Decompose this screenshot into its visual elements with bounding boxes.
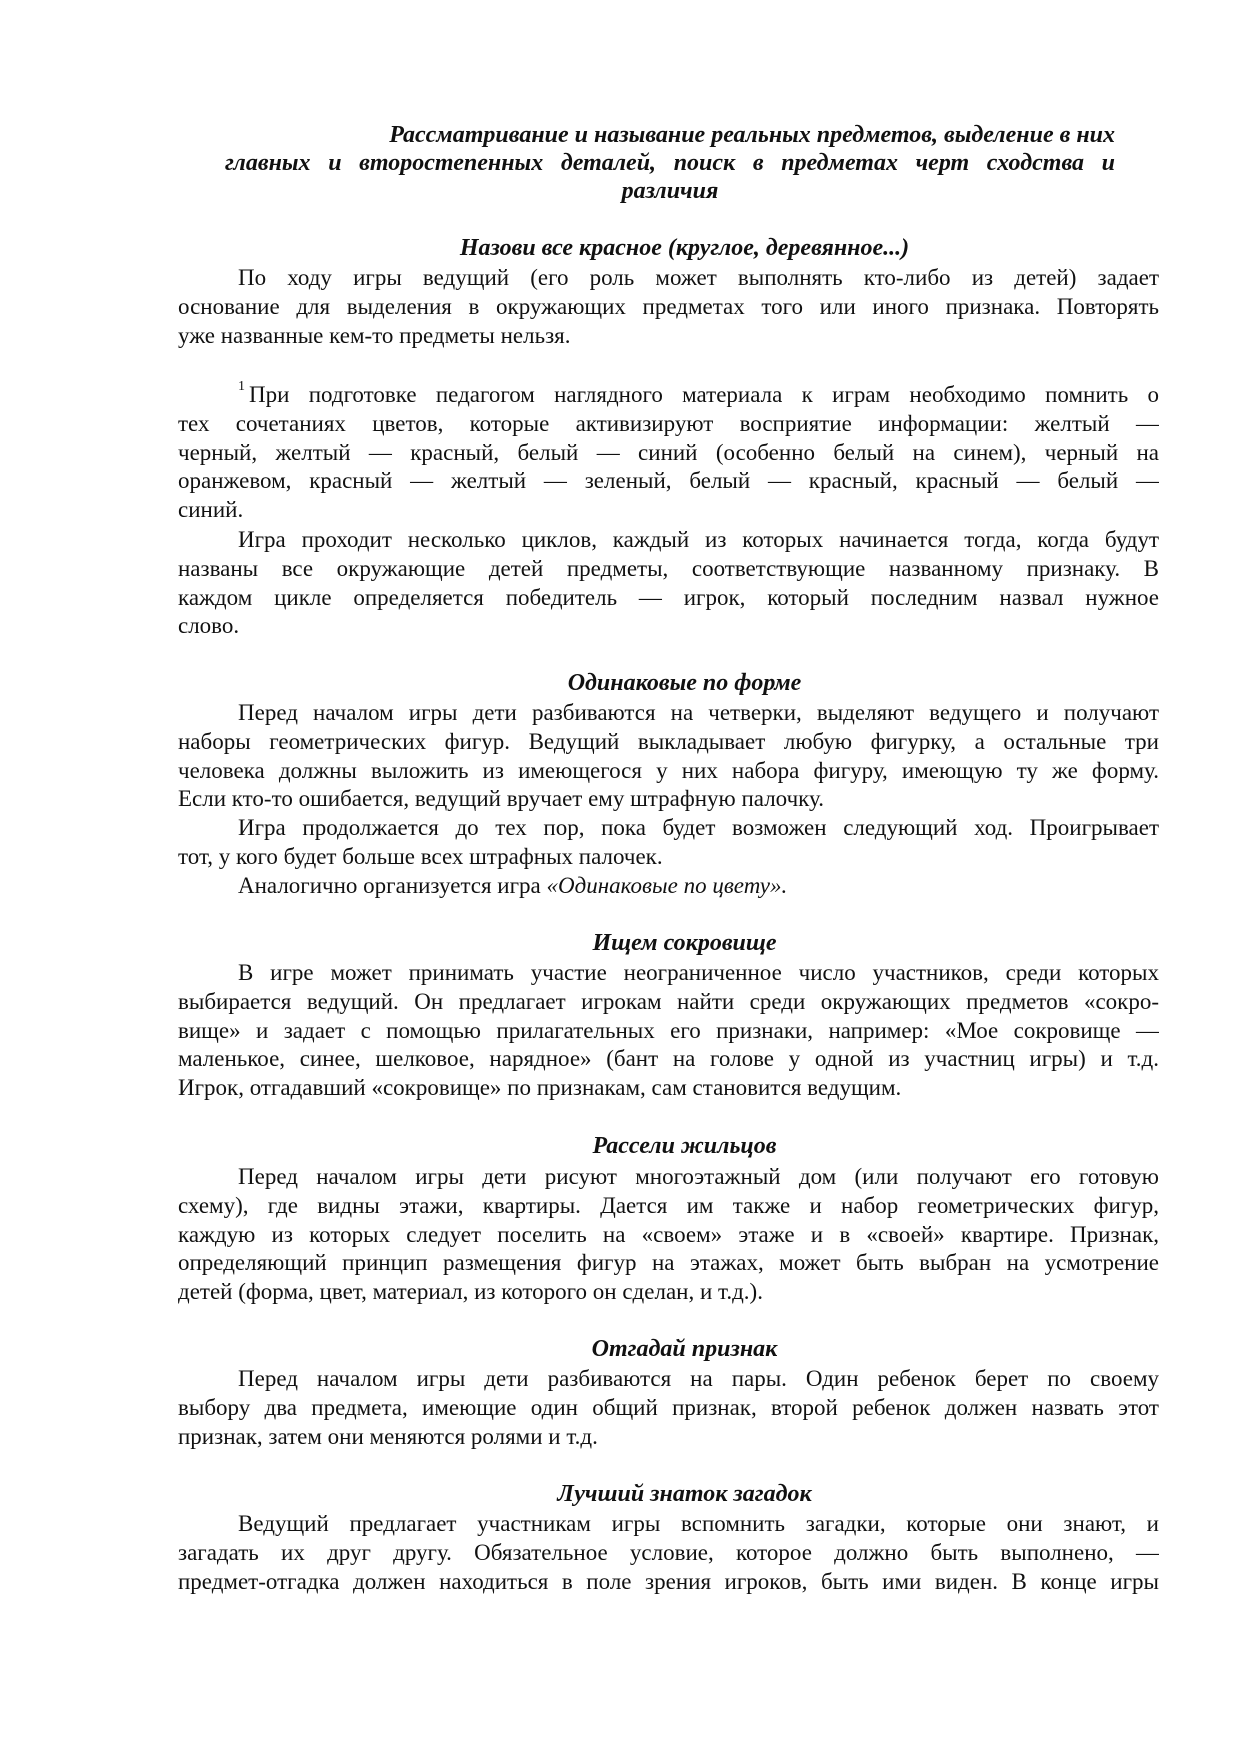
paragraph-line: Игра проходит несколько циклов, каждый из которых начинается тогда, когда будут	[238, 527, 1159, 552]
paragraph-line: основание для выделения в окружающих предметах того или иного признака. Повторять	[178, 293, 1159, 319]
footnote-line: синий.	[178, 497, 244, 523]
paragraph-line: каждую из которых следует поселить на «своем» этаже и в «своей» квартире. Признак,	[178, 1221, 1159, 1247]
paragraph-line: тот, у кого будет больше всех штрафных палочек.	[178, 843, 663, 869]
paragraph-line: Перед началом игры дети рисуют многоэтажный дом (или получают его готовую	[238, 1164, 1159, 1189]
paragraph-line: В игре может принимать участие неограниченное число участников, среди которых	[238, 960, 1159, 985]
document-title-line: главных и второстепенных деталей, поиск в предметах черт сходства и	[225, 150, 1115, 176]
footnote-line: тех сочетаниях цветов, которые активизируют восприятие информации: желтый —	[178, 410, 1159, 436]
paragraph-line: предмет-отгадка должен находиться в поле зрения игроков, быть ими виден. В конце игры	[178, 1568, 1159, 1594]
paragraph-line: определяющий принцип размещения фигур на этажах, может быть выбран на усмотрение	[178, 1250, 1159, 1276]
paragraph-line: уже названные кем-то предметы нельзя.	[178, 322, 571, 348]
document-title-line: Рассматривание и называние реальных предметов, выделение в них	[389, 122, 1115, 148]
footnote-text: При подготовке педагогом наглядного материала к играм необходимо помнить о	[249, 382, 1159, 407]
paragraph-line: человека должны выложить из имеющегося у них набора фигуру, имеющую ту же форму.	[178, 757, 1159, 783]
paragraph-line: слово.	[178, 613, 240, 639]
paragraph-line: загадать их друг другу. Обязательное условие, которое должно быть выполнено, —	[178, 1539, 1159, 1565]
footnote-line: оранжевом, красный — желтый — зеленый, белый — красный, красный — белый —	[178, 468, 1159, 494]
paragraph-line: выбору два предмета, имеющие один общий признак, второй ребенок должен назвать этот	[178, 1394, 1159, 1420]
paragraph-text: Аналогично организуется игра	[238, 873, 547, 898]
paragraph-line: схему), где видны этажи, квартиры. Дается им также и набор геометрических фигур,	[178, 1192, 1159, 1218]
footnote-marker: 1	[238, 380, 245, 394]
paragraph-line	[238, 871, 1159, 900]
paragraph-line: Перед началом игры дети разбиваются на пары. Один ребенок берет по своему	[238, 1366, 1159, 1391]
footnote-line	[238, 380, 1159, 409]
section-heading: Ищем сокровище	[592, 930, 777, 956]
paragraph-line: Игрок, отгадавший «сокровище» по признакам, сам становится ведущим.	[178, 1075, 902, 1101]
section-heading: Лучший знаток загадок	[557, 1481, 812, 1507]
paragraph-line: По ходу игры ведущий (его роль может выполнять кто-либо из детей) задает	[238, 265, 1159, 290]
paragraph-line: выбирается ведущий. Он предлагает игрокам найти среди окружающих предметов «сокро-	[178, 988, 1159, 1014]
paragraph-line: Ведущий предлагает участникам игры вспомнить загадки, которые они знают, и	[238, 1511, 1159, 1536]
section-heading: Назови все красное (круглое, деревянное...)	[459, 235, 910, 261]
paragraph-line: Если кто-то ошибается, ведущий вручает ему штрафную палочку.	[178, 786, 824, 812]
paragraph-line: вище» и задает с помощью прилагательных его признаки, например: «Мое сокровище —	[178, 1017, 1159, 1043]
document-title-line: различия	[621, 178, 719, 204]
paragraph-line: наборы геометрических фигур. Ведущий выкладывает любую фигурку, а остальные три	[178, 728, 1159, 754]
paragraph-line: названы все окружающие детей предметы, соответствующие названному признаку. В	[178, 555, 1159, 581]
section-heading: Отгадай признак	[591, 1336, 778, 1362]
game-title-reference: «Одинаковые по цвету».	[546, 873, 788, 898]
paragraph-line: признак, затем они меняются ролями и т.д.	[178, 1423, 598, 1449]
section-heading: Рассели жильцов	[592, 1133, 777, 1159]
paragraph-line: детей (форма, цвет, материал, из которого он сделан, и т.д.).	[178, 1279, 763, 1305]
paragraph-line: каждом цикле определяется победитель — игрок, который последним назвал нужное	[178, 584, 1159, 610]
footnote-line: черный, желтый — красный, белый — синий (особенно белый на синем), черный на	[178, 439, 1159, 465]
section-heading: Одинаковые по форме	[567, 670, 802, 696]
paragraph-line: маленькое, синее, шелковое, нарядное» (бант на голове у одной из участниц игры) и т.д.	[178, 1046, 1159, 1072]
paragraph-line: Игра продолжается до тех пор, пока будет возможен следующий ход. Проигрывает	[238, 815, 1159, 840]
paragraph-line: Перед началом игры дети разбиваются на четверки, выделяют ведущего и получают	[238, 700, 1159, 725]
